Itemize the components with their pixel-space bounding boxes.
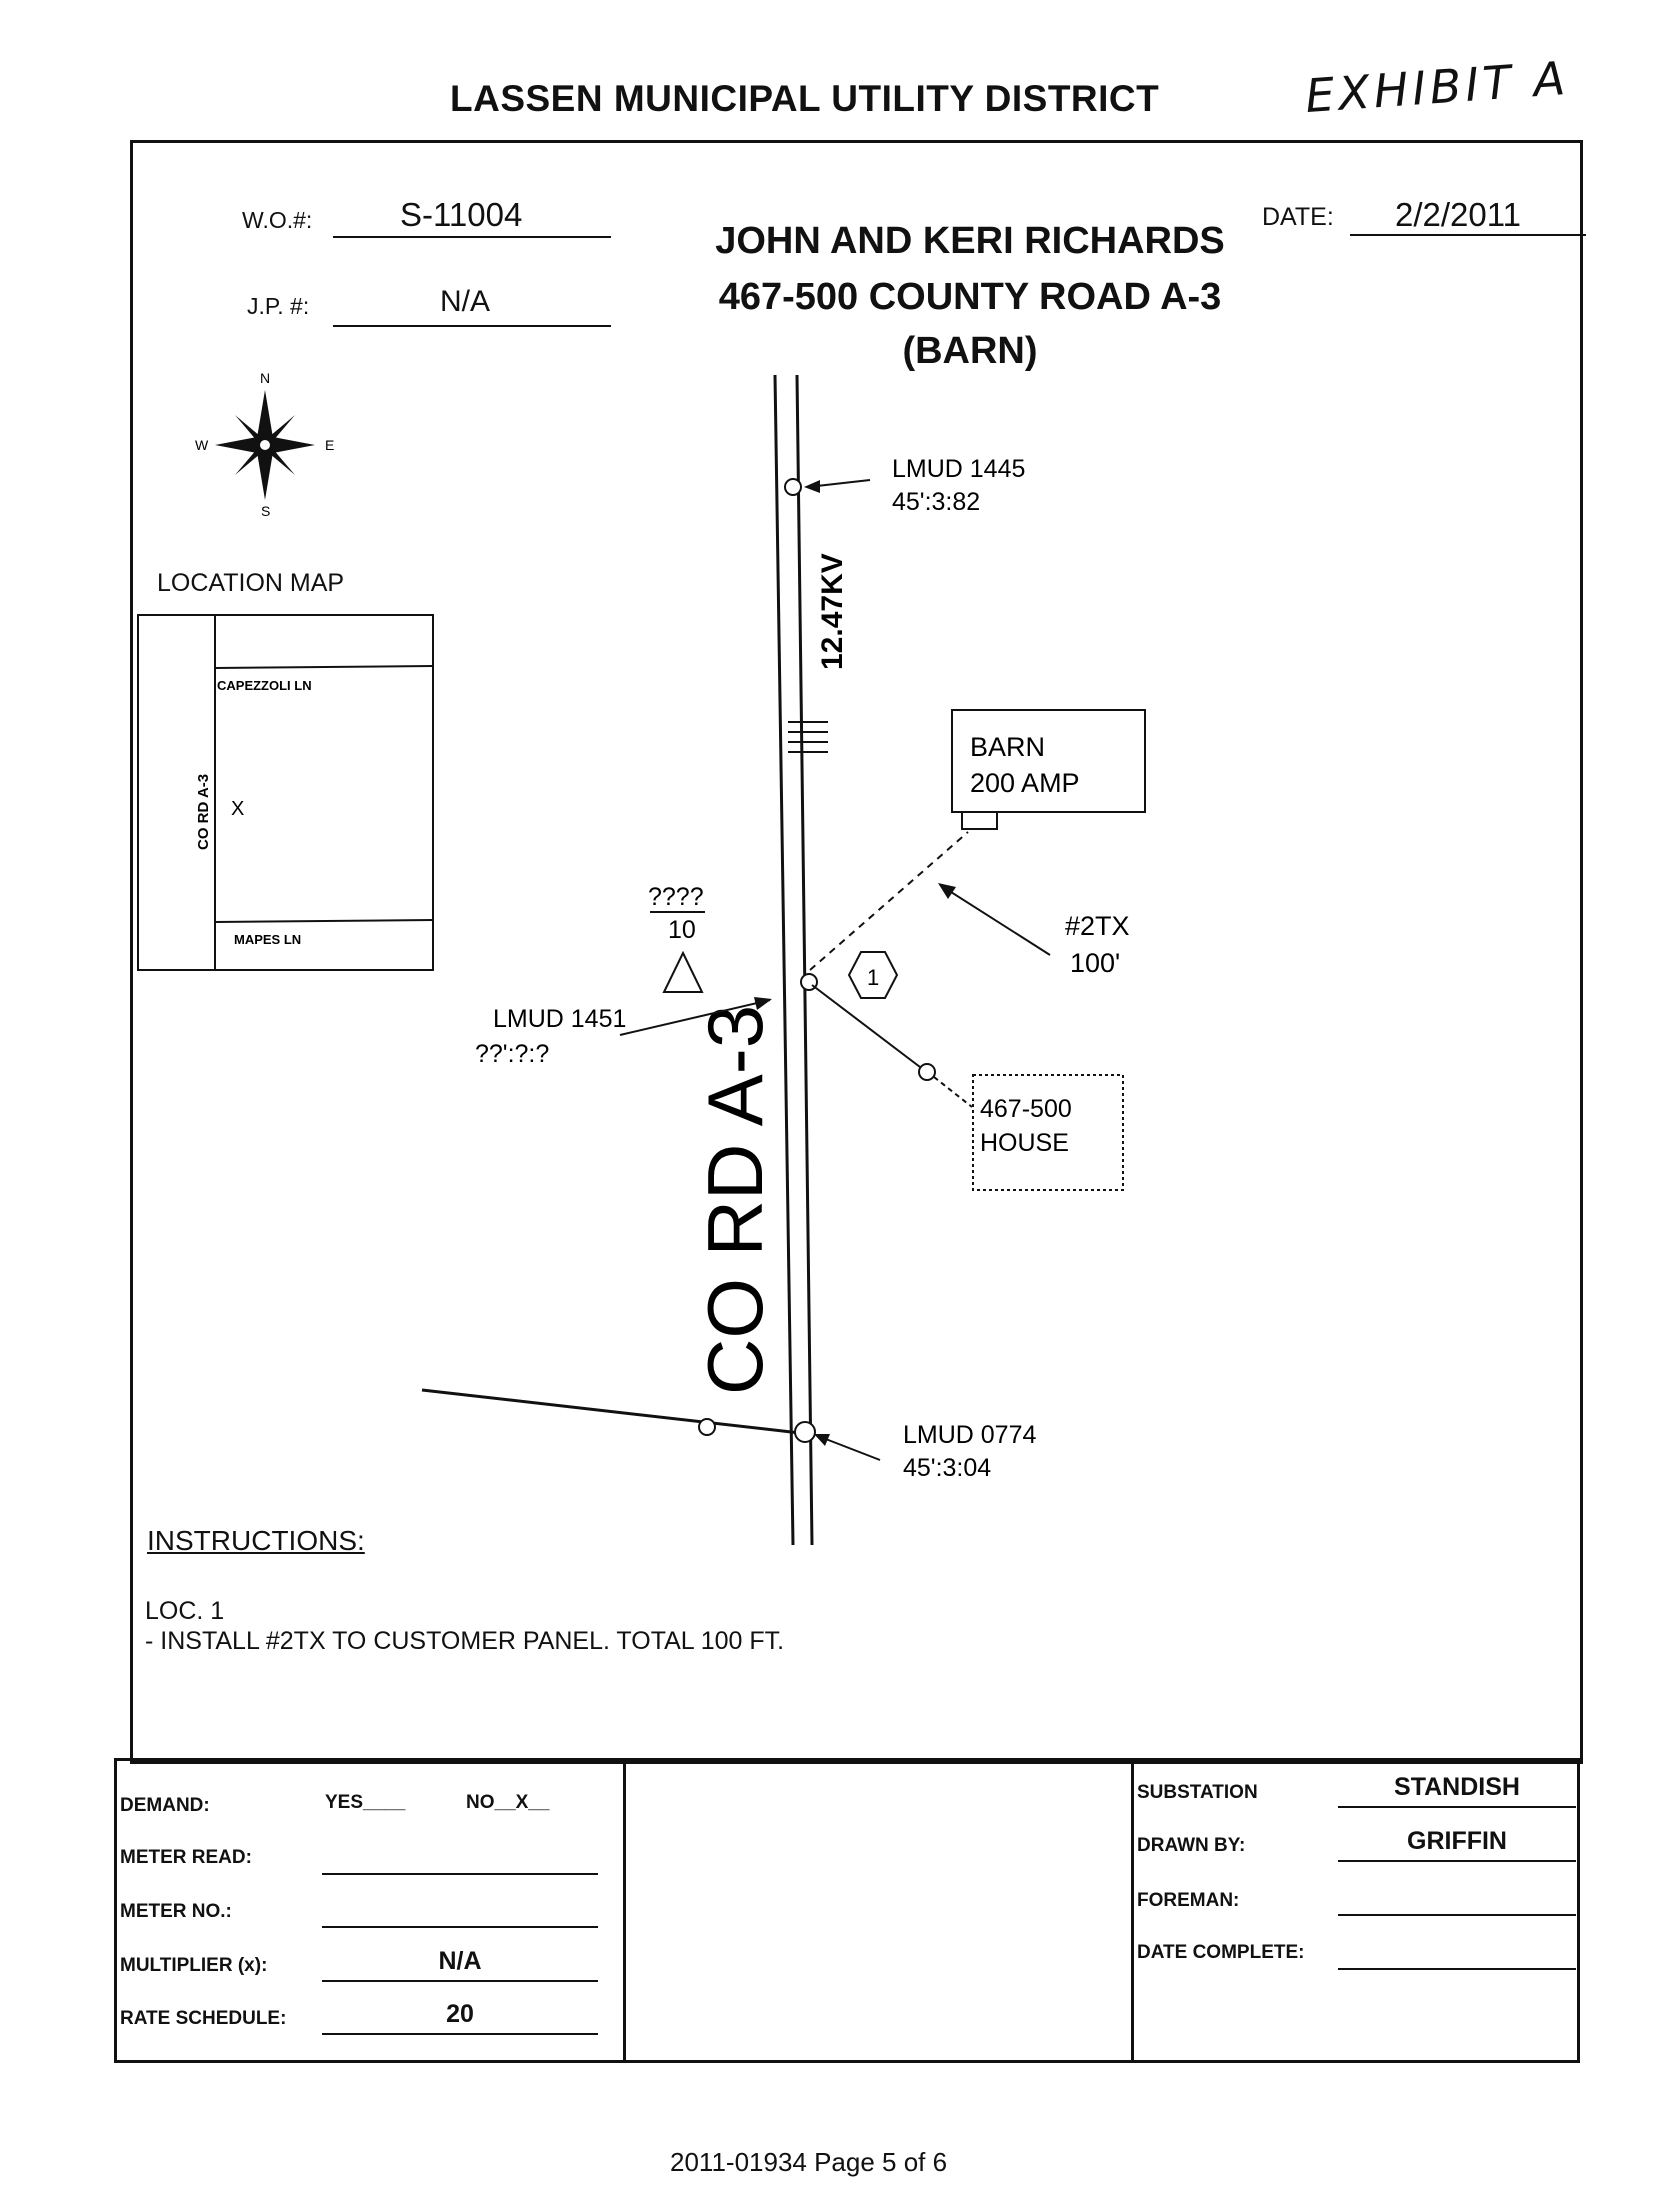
line-diagram xyxy=(400,370,1590,1560)
service-length-label: 100' xyxy=(1070,948,1121,978)
barn-amp-label: 200 AMP xyxy=(970,768,1080,798)
structure-label: (BARN) xyxy=(902,330,1038,372)
foreman-line xyxy=(1338,1914,1576,1916)
wo-underline xyxy=(333,236,611,238)
customer-name: JOHN AND KERI RICHARDS xyxy=(715,220,1225,262)
drawn-by-value: GRIFFIN xyxy=(1407,1827,1507,1855)
drawn-by-label: DRAWN BY: xyxy=(1137,1835,1246,1856)
exhibit-label: EXHIBIT A xyxy=(1303,50,1571,124)
drawn-by-line xyxy=(1338,1860,1576,1862)
house-pole-icon xyxy=(919,1064,935,1080)
form-divider-right xyxy=(1131,1758,1134,2063)
map-road-cord-a3: CO RD A-3 xyxy=(195,773,212,850)
date-label: DATE: xyxy=(1262,203,1334,231)
pole-0774-name: LMUD 0774 xyxy=(903,1421,1037,1449)
road-label: CO RD A-3 xyxy=(691,1004,779,1395)
instructions-title: INSTRUCTIONS: xyxy=(147,1525,365,1556)
date-underline xyxy=(1350,234,1586,236)
page-footer: 2011-01934 Page 5 of 6 xyxy=(670,2147,948,2177)
foreman-label: FOREMAN: xyxy=(1137,1890,1240,1911)
demand-label: DEMAND: xyxy=(120,1795,210,1816)
multiplier-label: MULTIPLIER (x): xyxy=(120,1955,268,1976)
instructions-location: LOC. 1 xyxy=(145,1597,225,1625)
pole-0774-icon xyxy=(795,1422,815,1442)
pole-1451-spec: ??':?:? xyxy=(475,1040,550,1068)
date-value: 2/2/2011 xyxy=(1395,196,1522,233)
substation-value: STANDISH xyxy=(1394,1773,1520,1801)
transformer-size-top: ???? xyxy=(648,883,704,911)
pole-0774-spec: 45':3:04 xyxy=(903,1454,992,1482)
meter-read-label: METER READ: xyxy=(120,1847,252,1868)
compass-rose-icon xyxy=(195,370,335,520)
compass-w-label: W xyxy=(195,437,209,453)
map-road-capezzoli: CAPEZZOLI LN xyxy=(217,678,312,693)
location-map-title: LOCATION MAP xyxy=(157,569,345,597)
house-address: 467-500 xyxy=(980,1095,1072,1123)
pole-1451-name: LMUD 1451 xyxy=(493,1005,627,1033)
location-number: 1 xyxy=(867,965,880,990)
wo-label: W.O.#: xyxy=(242,207,313,233)
project-address: 467-500 COUNTY ROAD A-3 xyxy=(718,276,1222,318)
rate-schedule-line xyxy=(322,2033,598,2035)
compass-s-label: S xyxy=(261,503,271,519)
compass-e-label: E xyxy=(325,437,335,453)
barn-meter-icon xyxy=(962,812,997,829)
pole-1445-icon xyxy=(785,479,801,495)
compass-n-label: N xyxy=(260,370,271,386)
multiplier-line xyxy=(322,1980,598,1982)
voltage-label: 12.47KV xyxy=(816,553,849,670)
demand-yes: YES____ xyxy=(325,1792,406,1813)
meter-no-line xyxy=(322,1926,598,1928)
house-label: HOUSE xyxy=(980,1129,1069,1157)
transformer-size-bottom: 10 xyxy=(668,916,696,944)
instructions-text: - INSTALL #2TX TO CUSTOMER PANEL. TOTAL 100 FT. xyxy=(145,1627,785,1655)
transformer-triangle-icon xyxy=(664,953,702,992)
date-complete-line xyxy=(1338,1968,1576,1970)
wo-value: S-11004 xyxy=(400,196,523,233)
date-complete-label: DATE COMPLETE: xyxy=(1137,1942,1305,1963)
pole-1445-spec: 45':3:82 xyxy=(892,488,981,516)
barn-label: BARN xyxy=(970,732,1046,762)
rate-schedule-value: 20 xyxy=(446,2000,474,2028)
jp-value: N/A xyxy=(440,285,491,318)
meter-read-line xyxy=(322,1873,598,1875)
jp-underline xyxy=(333,325,611,327)
pole-1445-name: LMUD 1445 xyxy=(892,455,1026,483)
substation-label: SUBSTATION xyxy=(1137,1782,1258,1803)
map-road-mapes: MAPES LN xyxy=(234,932,302,947)
multiplier-value: N/A xyxy=(438,1947,482,1975)
form-divider-left xyxy=(623,1758,626,2063)
meter-no-label: METER NO.: xyxy=(120,1901,232,1922)
branch-pole-icon xyxy=(699,1419,715,1435)
demand-no: NO__X__ xyxy=(466,1792,550,1813)
service-wire-label: #2TX xyxy=(1065,911,1130,941)
district-title: LASSEN MUNICIPAL UTILITY DISTRICT xyxy=(450,78,1160,119)
substation-line xyxy=(1338,1806,1576,1808)
rate-schedule-label: RATE SCHEDULE: xyxy=(120,2008,287,2029)
map-location-marker: X xyxy=(231,798,245,820)
location-map xyxy=(137,614,434,971)
jp-label: J.P. #: xyxy=(247,293,310,319)
